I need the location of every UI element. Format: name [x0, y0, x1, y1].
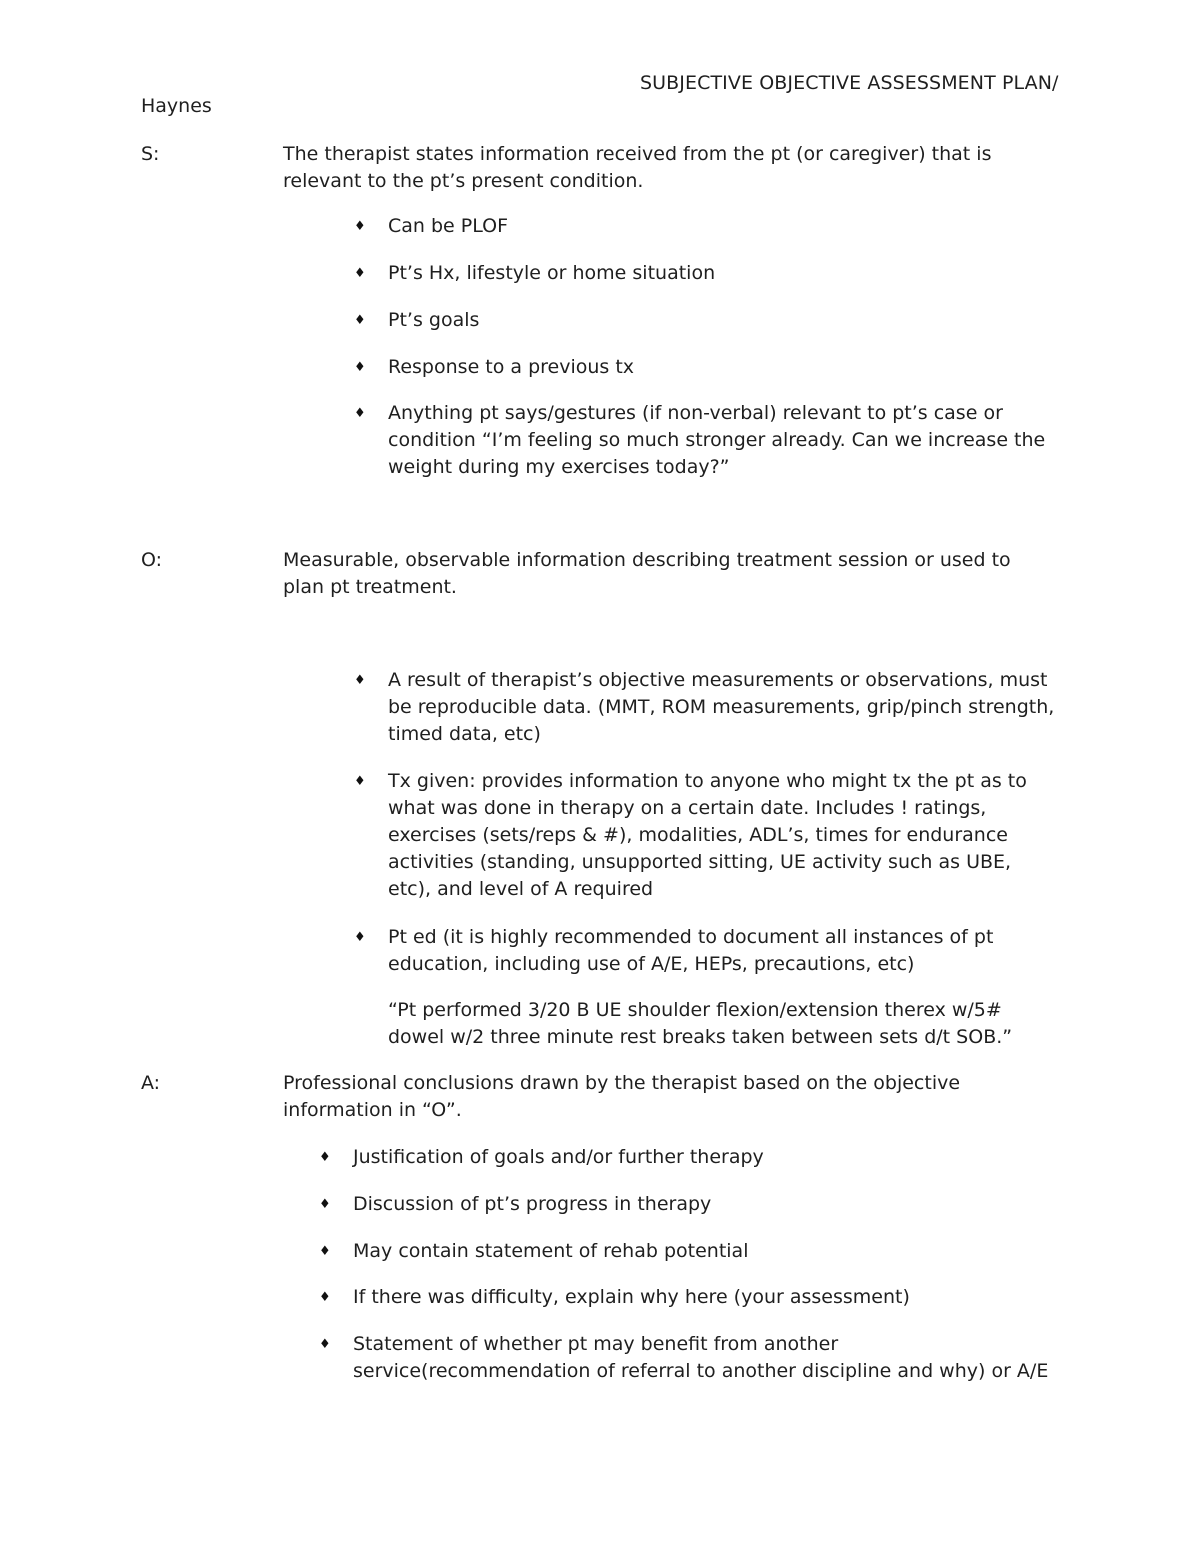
list-item [319, 1191, 1068, 1218]
bullet-text: Response to a previous tx [388, 356, 635, 378]
list-item [354, 307, 1068, 334]
document-title: SUBJECTIVE OBJECTIVE ASSESSMENT PLAN/ [640, 72, 1059, 94]
list-item [319, 1238, 1068, 1265]
bullet-diamond-icon: ♦ [319, 1150, 331, 1165]
bullet-text: May contain statement of rehab potential [353, 1240, 749, 1262]
bullet-text: Pt ed (it is highly recommended to document all instances of pt education, including use of A/E, HEPs, precautions, etc) [388, 926, 994, 975]
bullet-text: Can be PLOF [388, 215, 509, 237]
section-o-example-quote: “Pt performed 3/20 B UE shoulder flexion/extension therex w/5# dowel w/2 three minute rest breaks taken between sets d/t SOB.” [388, 999, 1013, 1048]
section-o-description: Measurable, observable information describing treatment session or used to plan pt treatment. [283, 549, 1011, 598]
list-item [354, 213, 1068, 240]
bullet-diamond-icon: ♦ [319, 1197, 331, 1212]
list-item [354, 260, 1068, 287]
bullet-text: Pt’s Hx, lifestyle or home situation [388, 262, 716, 284]
bullet-diamond-icon: ♦ [354, 313, 366, 328]
bullet-diamond-icon: ♦ [354, 266, 366, 281]
list-item [354, 924, 1028, 978]
list-item [319, 1284, 1068, 1311]
bullet-diamond-icon: ♦ [354, 774, 366, 789]
bullet-text: A result of therapist’s objective measurements or observations, must be reproducible data. (MMT, ROM measurements, grip/pinch strength, timed data, etc) [388, 669, 1055, 745]
bullet-diamond-icon: ♦ [354, 673, 366, 688]
section-a-description: Professional conclusions drawn by the therapist based on the objective information in “O”. [283, 1072, 961, 1121]
bullet-text: Tx given: provides information to anyone who might tx the pt as to what was done in therapy on a certain date. Includes ! ratings, exercises (sets/reps & #), modalities, ADL’s, times for endurance activities (standing, unsupported sitting, UE activity such as UBE, etc), and level of A required [388, 770, 1027, 900]
list-item [319, 1144, 1068, 1171]
bullet-text: Statement of whether pt may benefit from another service(recommendation of referral to another discipline and why) or A/E [353, 1333, 1049, 1382]
section-o-label: O: [141, 549, 163, 571]
section-a-label: A: [141, 1072, 161, 1094]
bullet-text: Anything pt says/gestures (if non-verbal) relevant to pt’s case or condition “I’m feeling so much stronger already. Can we increase the weight during my exercises today?” [388, 402, 1046, 478]
list-item [354, 400, 1048, 481]
section-s-description: The therapist states information received from the pt (or caregiver) that is relevant to the pt’s present condition. [283, 143, 992, 192]
list-item [354, 354, 1068, 381]
list-item [354, 667, 1068, 748]
bullet-text: Discussion of pt’s progress in therapy [353, 1193, 712, 1215]
bullet-diamond-icon: ♦ [354, 930, 366, 945]
bullet-text: Pt’s goals [388, 309, 480, 331]
bullet-diamond-icon: ♦ [319, 1244, 331, 1259]
author-name: Haynes [141, 95, 212, 117]
list-item [319, 1331, 1063, 1385]
bullet-text: If there was difficulty, explain why here (your assessment) [353, 1286, 910, 1308]
list-item [354, 768, 1053, 903]
bullet-diamond-icon: ♦ [354, 406, 366, 421]
bullet-diamond-icon: ♦ [319, 1337, 331, 1352]
bullet-diamond-icon: ♦ [354, 219, 366, 234]
bullet-diamond-icon: ♦ [354, 360, 366, 375]
bullet-diamond-icon: ♦ [319, 1290, 331, 1305]
section-s-label: S: [141, 143, 160, 165]
bullet-text: Justification of goals and/or further therapy [353, 1146, 764, 1168]
